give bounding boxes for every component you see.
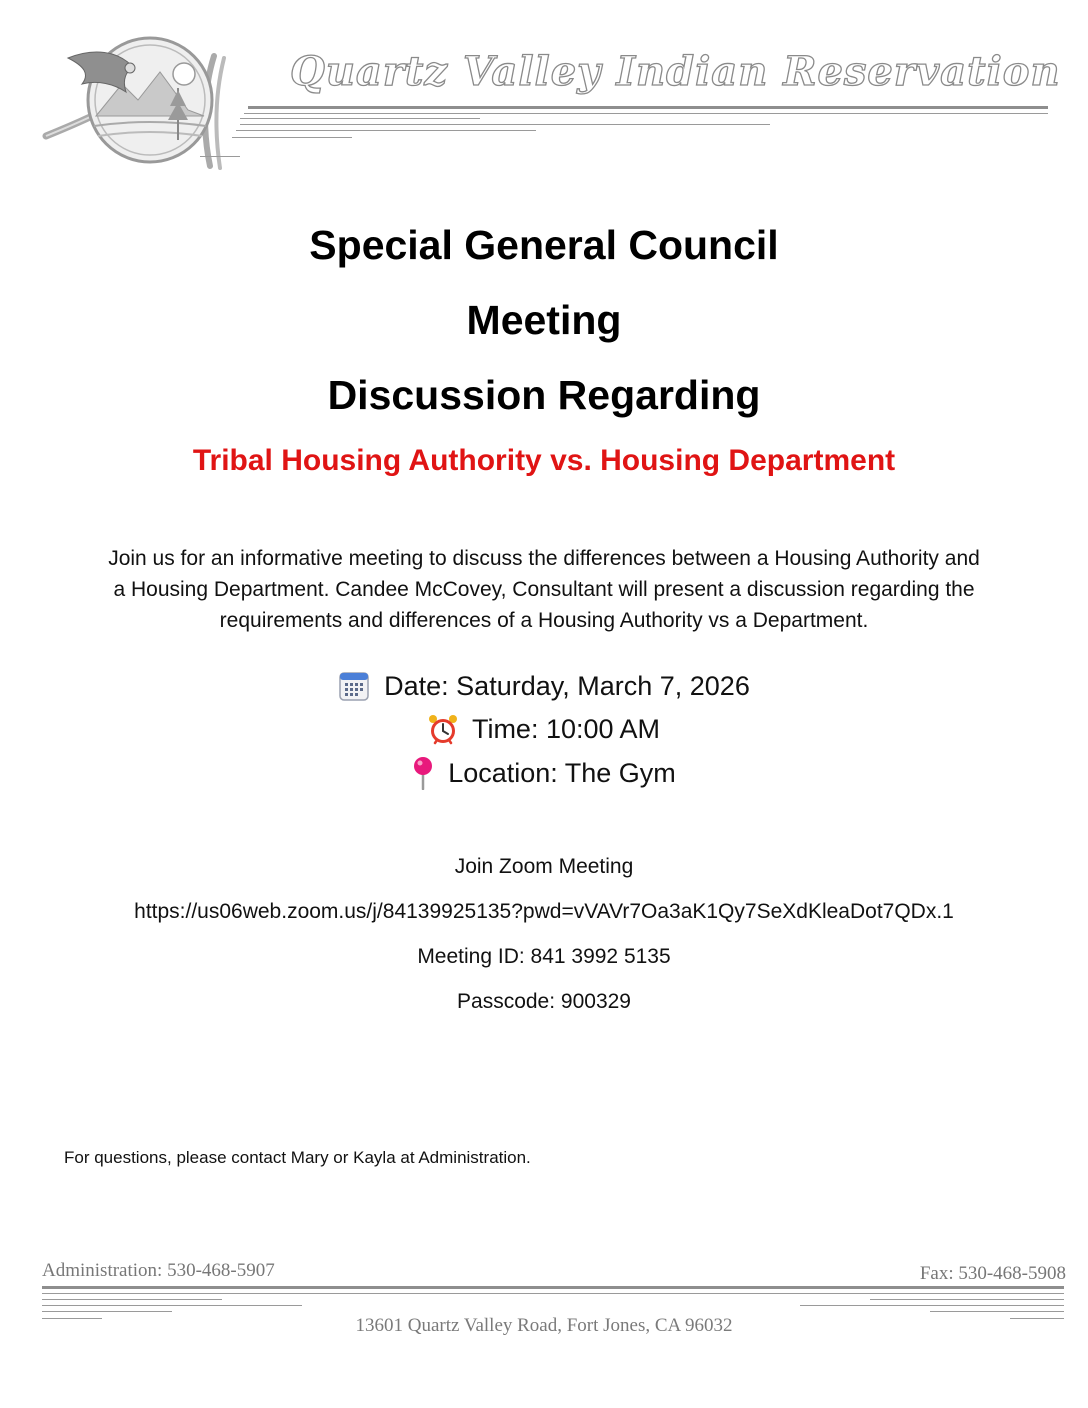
date-row — [0, 670, 1088, 702]
passcode: Passcode: 900329 — [457, 990, 631, 1013]
organization-name: Quartz Valley Indian Reservation — [290, 48, 1061, 95]
intro-line-2: a Housing Department. Candee McCovey, Consultant will present a discussion regarding the — [113, 578, 975, 601]
zoom-link[interactable]: https://us06web.zoom.us/j/84139925135?pwd=vVAVr7Oa3aK1Qy7SeXdKleaDot7QDx.1 — [134, 900, 954, 923]
footer-address: 13601 Quartz Valley Road, Fort Jones, CA 96032 — [355, 1315, 733, 1336]
intro-paragraph — [60, 543, 1028, 636]
footer-administration-phone: Administration: 530-468-5907 — [42, 1260, 275, 1281]
contact-note: For questions, please contact Mary or Kayla at Administration. — [64, 1148, 531, 1167]
subtitle: Tribal Housing Authority vs. Housing Department — [192, 444, 896, 477]
pushpin-icon — [412, 756, 434, 790]
time-row — [0, 713, 1088, 745]
intro-line-1: Join us for an informative meeting to discuss the differences between a Housing Authority and — [108, 547, 980, 570]
headline-line-3: Discussion Regarding — [327, 372, 761, 418]
calendar-icon — [338, 670, 370, 702]
headline-line-1: Special General Council — [309, 222, 779, 268]
alarm-clock-icon — [428, 713, 458, 745]
intro-line-3: requirements and differences of a Housing Authority vs a Department. — [219, 609, 869, 632]
time-text: Time: 10:00 AM — [471, 713, 661, 744]
location-row — [0, 756, 1088, 790]
zoom-heading: Join Zoom Meeting — [454, 855, 634, 878]
meeting-id: Meeting ID: 841 3992 5135 — [417, 945, 671, 968]
date-text: Date: Saturday, March 7, 2026 — [384, 670, 750, 701]
headline-line-2: Meeting — [466, 297, 622, 343]
location-text: Location: The Gym — [448, 757, 676, 788]
footer-fax: Fax: 530-468-5908 — [919, 1263, 1066, 1284]
